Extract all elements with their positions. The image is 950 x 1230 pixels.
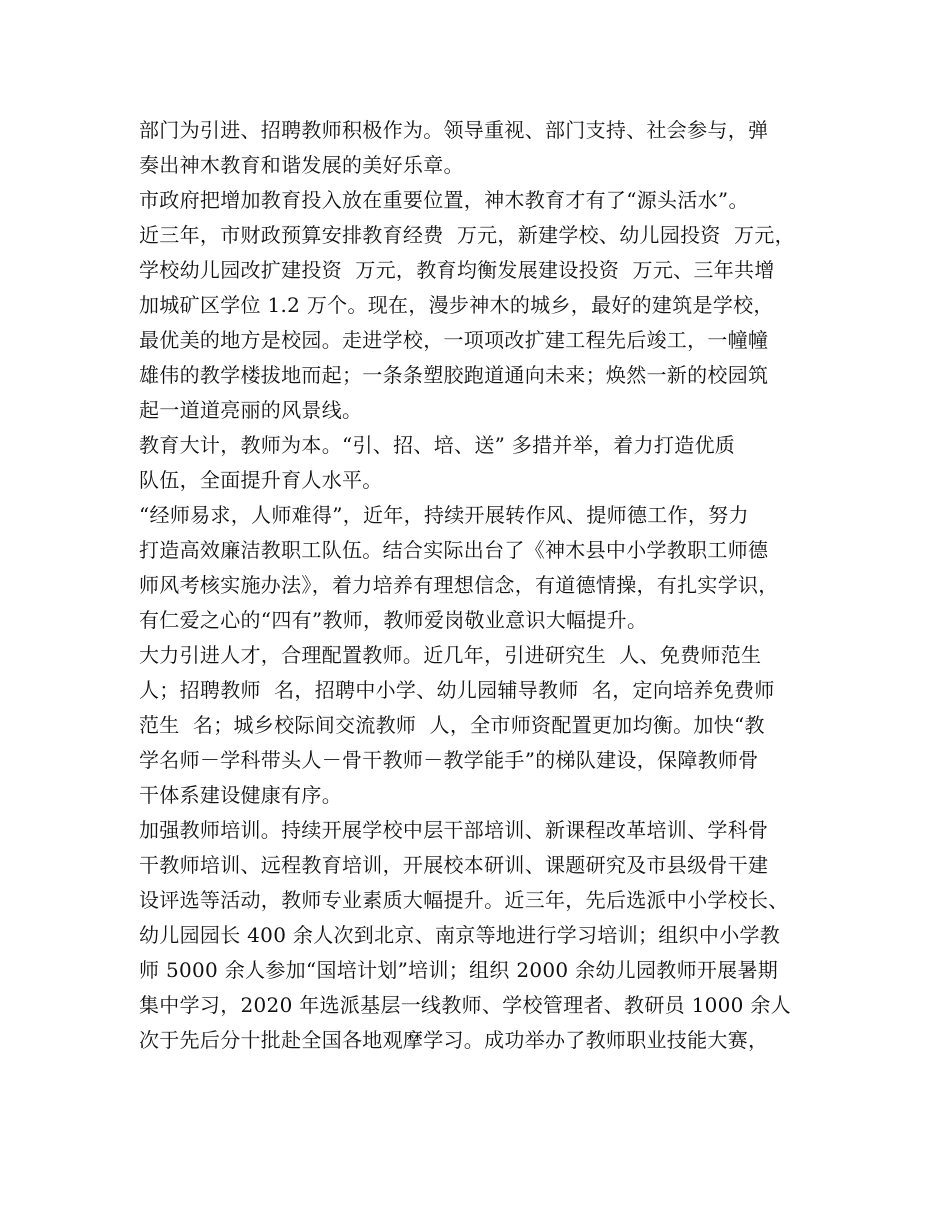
- text-line: 近三年，市财政预算安排教育经费 万元，新建学校、幼儿园投资 万元，: [139, 223, 795, 247]
- text-line: 干体系建设健康有序。: [139, 783, 342, 807]
- text-line: 设评选等活动，教师专业素质大幅提升。近三年，先后选派中小学校长、: [139, 888, 789, 912]
- text-line: 奏出神木教育和谐发展的美好乐章。: [139, 153, 464, 177]
- text-line: 最优美的地方是校园。走进学校，一项项改扩建工程先后竣工，一幢幢: [139, 328, 769, 352]
- text-line: 范生 名；城乡校际间交流教师 人，全市师资配置更加均衡。加快“教: [139, 713, 765, 737]
- text-line: 学校幼儿园改扩建投资 万元，教育均衡发展建设投资 万元、三年共增: [139, 258, 775, 282]
- text-line: 打造高效廉洁教职工队伍。结合实际出台了《神木县中小学教职工师德: [139, 538, 769, 562]
- text-line: 部门为引进、招聘教师积极作为。领导重视、部门支持、社会参与，弹: [139, 118, 769, 142]
- text-line: 加城矿区学位 1.2 万个。现在，漫步神木的城乡，最好的建筑是学校，: [139, 293, 774, 317]
- text-line: 市政府把增加教育投入放在重要位置，神木教育才有了“源头活水”。: [139, 188, 749, 212]
- text-line: 干教师培训、远程教育培训，开展校本研训、课题研究及市县级骨干建: [139, 853, 769, 877]
- text-line: 人；招聘教师 名，招聘中小学、幼儿园辅导教师 名，定向培养免费师: [139, 678, 775, 702]
- text-line: 起一道道亮丽的风景线。: [139, 398, 363, 422]
- text-line: 大力引进人才，合理配置教师。近几年，引进研究生 人、免费师范生: [139, 643, 762, 667]
- text-line: 教育大计，教师为本。“引、招、培、送” 多措并举，着力打造优质: [139, 433, 736, 457]
- text-line: “经师易求，人师难得”，近年，持续开展转作风、提师德工作，努力: [139, 503, 749, 527]
- text-line: 加强教师培训。持续开展学校中层干部培训、新课程改革培训、学科骨: [139, 818, 769, 842]
- text-line: 集中学习，2020 年选派基层一线教师、学校管理者、教研员 1000 余人: [139, 993, 791, 1017]
- text-line: 师 5000 余人参加“国培计划”培训；组织 2000 余幼儿园教师开展暑期: [139, 958, 779, 982]
- text-line: 学名师－学科带头人－骨干教师－教学能手”的梯队建设，保障教师骨: [139, 748, 759, 772]
- text-line: 幼儿园园长 400 余人次到北京、南京等地进行学习培训；组织中小学教: [139, 923, 781, 947]
- text-line: 次于先后分十批赴全国各地观摩学习。成功举办了教师职业技能大赛，: [139, 1028, 769, 1052]
- text-line: 师风考核实施办法》，着力培养有理想信念，有道德情操，有扎实学识，: [139, 573, 779, 597]
- text-line: 有仁爱之心的“四有”教师，教师爱岗敬业意识大幅提升。: [139, 608, 648, 632]
- text-line: 雄伟的教学楼拔地而起；一条条塑胶跑道通向未来；焕然一新的校园筑: [139, 363, 769, 387]
- text-line: 队伍，全面提升育人水平。: [139, 468, 383, 492]
- document-body: [139, 113, 829, 1058]
